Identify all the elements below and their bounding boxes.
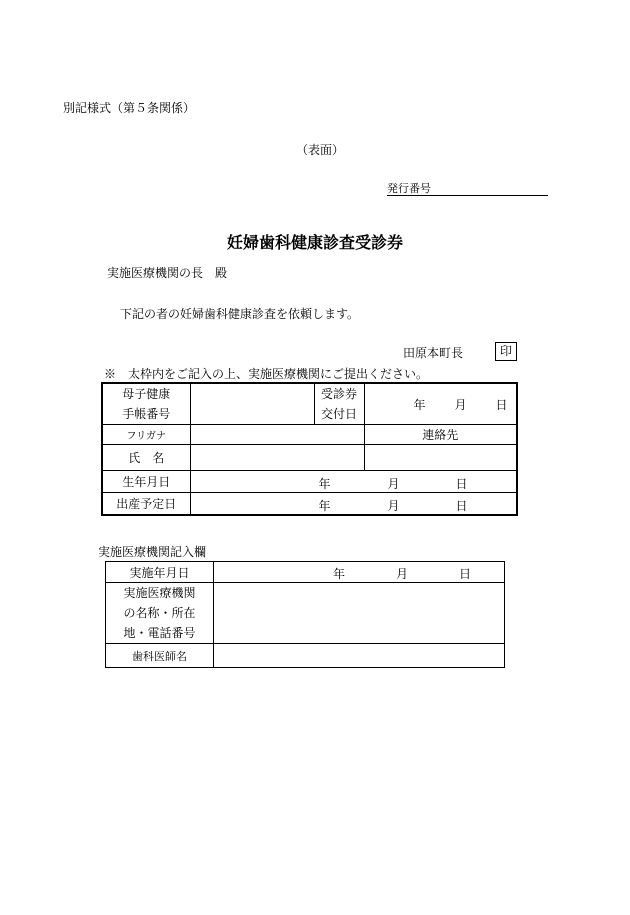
day-label: 日 [459, 567, 472, 581]
furigana-label: フリガナ [102, 425, 190, 445]
month-label: 月 [454, 398, 467, 412]
month-label: 月 [387, 477, 400, 491]
birth-date-input[interactable] [190, 471, 517, 493]
name-label: 氏 名 [102, 445, 190, 471]
year-label: 年 [318, 477, 331, 491]
birth-date-label: 生年月日 [102, 471, 190, 493]
instruction-note: ※ 太枠内をご記入の上、実施医療機関にご提出ください。 [104, 367, 429, 381]
year-label: 年 [413, 398, 426, 412]
handbook-number-input[interactable] [190, 383, 314, 425]
dentist-name-input[interactable] [214, 644, 505, 668]
year-label: 年 [333, 567, 346, 581]
furigana-input[interactable] [190, 425, 364, 445]
contact-label: 連絡先 [364, 425, 517, 445]
handbook-number-label: 母子健康 手帳番号 [102, 383, 190, 425]
day-label: 日 [495, 398, 508, 412]
due-date-label: 出産予定日 [102, 493, 190, 516]
issue-number-label: 発行番号 [387, 182, 431, 195]
month-label: 月 [396, 567, 409, 581]
document-title: 妊婦歯科健康診査受診券 [226, 233, 403, 252]
form-reference: 別記様式（第５条関係） [63, 101, 196, 115]
facility-info-input[interactable] [214, 583, 505, 644]
seal-box: 印 [495, 342, 517, 361]
dentist-name-label: 歯科医師名 [106, 644, 214, 668]
contact-input[interactable] [364, 445, 517, 471]
side-label: （表面） [296, 143, 345, 157]
month-label: 月 [387, 499, 400, 513]
issue-date-input[interactable] [364, 383, 517, 425]
due-date-input[interactable] [190, 493, 517, 516]
applicant-table [101, 382, 518, 516]
day-label: 日 [455, 477, 468, 491]
facility-section-label: 実施医療機関記入欄 [98, 545, 207, 559]
day-label: 日 [455, 499, 468, 513]
exam-date-label: 実施年月日 [106, 562, 214, 583]
issue-date-label: 受診券 交付日 [314, 383, 364, 425]
issuer: 田原本町長 [403, 346, 464, 360]
name-input[interactable] [190, 445, 364, 471]
exam-date-input[interactable] [214, 562, 505, 583]
issue-number-field[interactable] [387, 182, 548, 196]
facility-table [105, 561, 505, 668]
request-text: 下記の者の妊婦歯科健康診査を依頼します。 [120, 307, 360, 321]
addressee: 実施医療機関の長 殿 [107, 266, 228, 280]
facility-info-label: 実施医療機関 の名称・所在 地・電話番号 [106, 583, 214, 644]
year-label: 年 [318, 499, 331, 513]
